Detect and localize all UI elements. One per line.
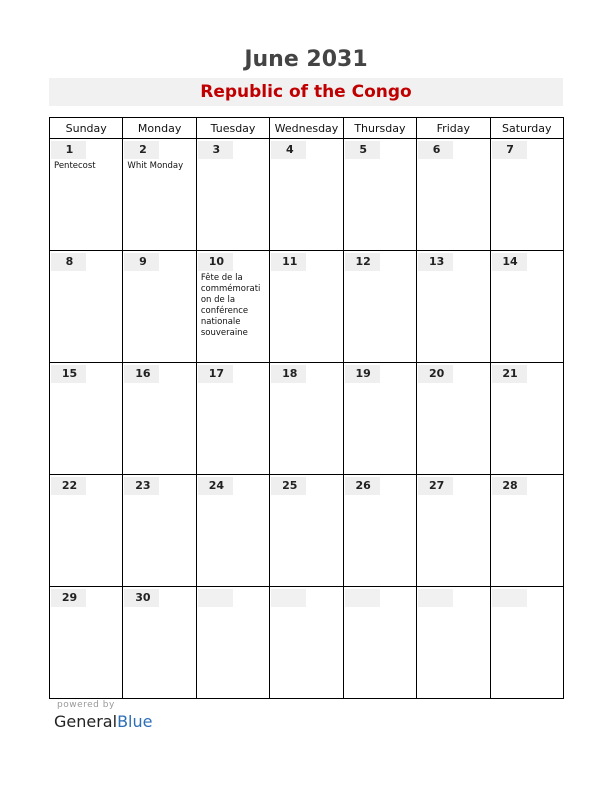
day-number: 4 xyxy=(271,141,306,159)
day-cell[interactable] xyxy=(490,363,563,475)
day-number: 14 xyxy=(492,253,527,271)
day-number: 29 xyxy=(51,589,86,607)
holiday-label: Pentecost xyxy=(54,161,96,171)
day-cell[interactable] xyxy=(343,587,416,699)
day-cell[interactable] xyxy=(490,475,563,587)
day-cell[interactable] xyxy=(196,475,269,587)
calendar-grid xyxy=(49,117,564,699)
day-cell[interactable] xyxy=(343,475,416,587)
brand-general-text: General xyxy=(54,712,118,731)
day-number: 25 xyxy=(271,477,306,495)
holiday-label: Whit Monday xyxy=(127,161,184,171)
day-cell[interactable] xyxy=(123,587,196,699)
day-number: 17 xyxy=(198,365,233,383)
day-cell[interactable] xyxy=(417,251,490,363)
day-number xyxy=(418,589,453,607)
day-cell[interactable] xyxy=(417,139,490,251)
brand-blue-text: Blue xyxy=(117,712,153,731)
day-number: 11 xyxy=(271,253,306,271)
day-cell[interactable] xyxy=(270,587,343,699)
day-cell[interactable] xyxy=(343,251,416,363)
day-cell[interactable] xyxy=(417,475,490,587)
day-number: 22 xyxy=(51,477,86,495)
day-cell[interactable] xyxy=(270,251,343,363)
day-cell[interactable] xyxy=(490,139,563,251)
day-number xyxy=(271,589,306,607)
day-cell[interactable] xyxy=(270,139,343,251)
day-cell[interactable] xyxy=(50,587,123,699)
calendar-body xyxy=(50,139,564,699)
weekday-header: Sunday xyxy=(50,118,123,139)
day-number: 1 xyxy=(51,141,86,159)
day-cell[interactable] xyxy=(50,363,123,475)
day-cell[interactable] xyxy=(123,251,196,363)
country-banner: Republic of the Congo xyxy=(49,78,563,106)
day-number: 28 xyxy=(492,477,527,495)
weekday-header: Monday xyxy=(123,118,196,139)
week-row xyxy=(50,363,564,475)
holiday-label: Fête de la commémoration de la conférence nationale souveraine xyxy=(200,273,261,338)
day-cell[interactable] xyxy=(270,363,343,475)
day-cell[interactable] xyxy=(123,363,196,475)
day-number: 13 xyxy=(418,253,453,271)
day-cell[interactable] xyxy=(196,251,269,363)
day-number: 19 xyxy=(345,365,380,383)
weekday-header: Saturday xyxy=(490,118,563,139)
week-row xyxy=(50,475,564,587)
day-cell[interactable] xyxy=(50,139,123,251)
weekday-header: Friday xyxy=(417,118,490,139)
day-number: 18 xyxy=(271,365,306,383)
day-number: 12 xyxy=(345,253,380,271)
weekday-header: Wednesday xyxy=(270,118,343,139)
day-number xyxy=(492,589,527,607)
day-number: 6 xyxy=(418,141,453,159)
week-row xyxy=(50,251,564,363)
weekday-header: Thursday xyxy=(343,118,416,139)
day-cell[interactable] xyxy=(123,139,196,251)
day-number: 10 xyxy=(198,253,233,271)
day-number: 2 xyxy=(124,141,159,159)
day-cell[interactable] xyxy=(270,475,343,587)
week-row xyxy=(50,139,564,251)
day-number: 8 xyxy=(51,253,86,271)
brand-logo[interactable] xyxy=(54,712,152,731)
day-cell[interactable] xyxy=(50,475,123,587)
day-number xyxy=(198,589,233,607)
day-cell[interactable] xyxy=(417,587,490,699)
day-number: 24 xyxy=(198,477,233,495)
day-cell[interactable] xyxy=(50,251,123,363)
day-cell[interactable] xyxy=(343,363,416,475)
day-number: 5 xyxy=(345,141,380,159)
day-cell[interactable] xyxy=(490,587,563,699)
day-number: 23 xyxy=(124,477,159,495)
day-cell[interactable] xyxy=(417,363,490,475)
week-row xyxy=(50,587,564,699)
day-cell[interactable] xyxy=(343,139,416,251)
weekday-header-row xyxy=(50,118,564,139)
day-number: 15 xyxy=(51,365,86,383)
day-number: 3 xyxy=(198,141,233,159)
day-number xyxy=(345,589,380,607)
day-cell[interactable] xyxy=(196,363,269,475)
day-number: 9 xyxy=(124,253,159,271)
day-number: 30 xyxy=(124,589,159,607)
day-number: 16 xyxy=(124,365,159,383)
day-cell[interactable] xyxy=(196,587,269,699)
day-number: 27 xyxy=(418,477,453,495)
powered-by-label: powered by xyxy=(57,700,115,710)
day-number: 21 xyxy=(492,365,527,383)
day-number: 20 xyxy=(418,365,453,383)
calendar-title: June 2031 xyxy=(244,47,368,72)
day-number: 7 xyxy=(492,141,527,159)
weekday-header: Tuesday xyxy=(196,118,269,139)
day-cell[interactable] xyxy=(490,251,563,363)
day-number: 26 xyxy=(345,477,380,495)
day-cell[interactable] xyxy=(123,475,196,587)
day-cell[interactable] xyxy=(196,139,269,251)
